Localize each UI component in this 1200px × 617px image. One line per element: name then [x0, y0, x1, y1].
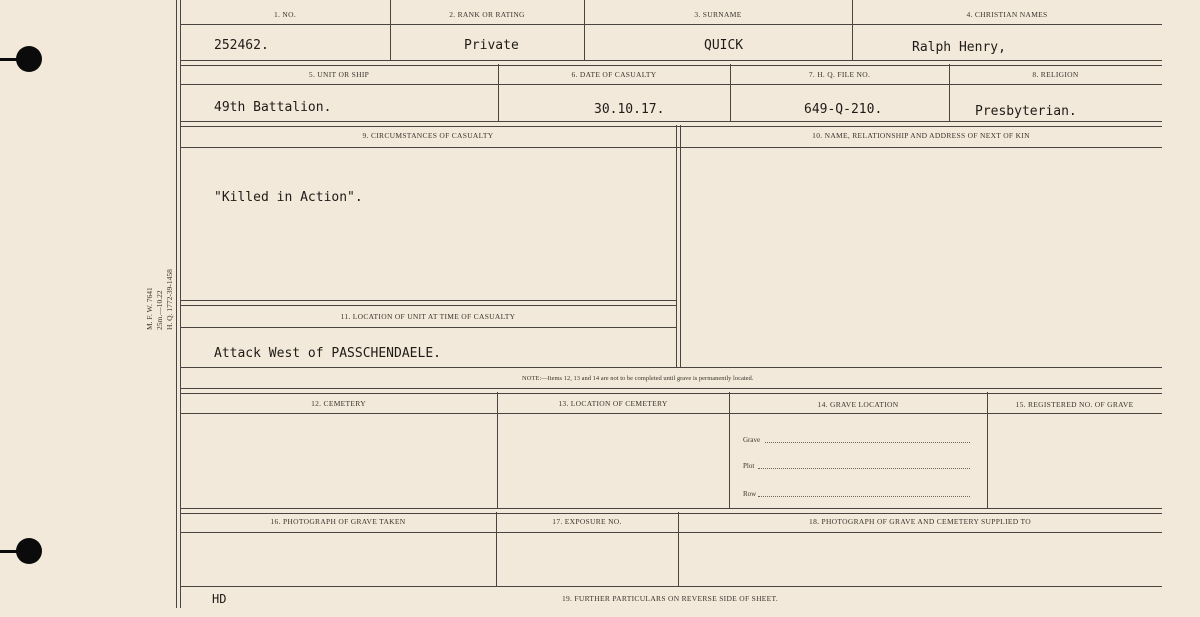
row3-divider	[676, 125, 677, 367]
row1-divider-1	[390, 0, 391, 60]
label-circumstances: 9. CIRCUMSTANCES OF CASUALTY	[362, 131, 494, 140]
value-unit-location: Attack West of PASSCHENDAELE.	[214, 346, 441, 361]
value-file-no: 649-Q-210.	[804, 102, 883, 117]
label-unit: 5. UNIT OR SHIP	[308, 70, 370, 79]
row2-bottom-rule	[180, 121, 1162, 127]
label-cemetery-location: 13. LOCATION OF CEMETERY	[558, 399, 668, 408]
label-cemetery: 12. CEMETERY	[311, 399, 366, 408]
row5-label-rule	[180, 413, 1162, 414]
row2-label-rule	[180, 84, 1162, 85]
row1-divider-3	[852, 0, 853, 60]
row6-label-rule	[180, 532, 1162, 533]
row4-top-rule	[180, 300, 676, 306]
grave-line	[765, 442, 970, 443]
row5-divider-2	[729, 392, 730, 508]
row7-top-rule	[180, 586, 1162, 587]
label-file-no: 7. H. Q. FILE NO.	[808, 70, 871, 79]
left-border	[176, 0, 177, 608]
row5-divider-1	[497, 392, 498, 508]
row3-label-rule	[180, 147, 1162, 148]
note-text: NOTE:—Items 12, 13 and 14 are not to be completed until grave is permanently located.	[522, 375, 754, 382]
row6-top-rule	[180, 508, 1162, 514]
binder-hole-bottom	[16, 538, 42, 564]
plot-label: Plot	[743, 462, 755, 470]
note-bottom-rule	[180, 388, 1162, 394]
label-unit-location: 11. LOCATION OF UNIT AT TIME OF CASUALTY	[340, 312, 516, 321]
row1-divider-2	[584, 0, 585, 60]
label-surname: 3. SURNAME	[694, 10, 742, 19]
note-top-rule	[180, 367, 1162, 368]
value-christian-names: Ralph Henry,	[912, 40, 1006, 55]
label-grave-location: 14. GRAVE LOCATION	[817, 400, 899, 409]
side-print-3: H. Q. 1772-39-1458	[165, 269, 174, 330]
label-next-of-kin: 10. NAME, RELATIONSHIP AND ADDRESS OF NEXT OF KIN	[812, 131, 1030, 140]
value-surname: QUICK	[704, 38, 744, 53]
label-further-particulars: 19. FURTHER PARTICULARS ON REVERSE SIDE OF SHEET.	[561, 594, 779, 603]
label-christian-names: 4. CHRISTIAN NAMES	[966, 10, 1048, 19]
label-religion: 8. RELIGION	[1032, 70, 1079, 79]
row-line	[758, 496, 970, 497]
value-rank: Private	[464, 38, 519, 53]
row4-label-rule	[180, 327, 676, 328]
value-religion: Presbyterian.	[975, 104, 1077, 119]
label-no: 1. NO.	[273, 10, 296, 19]
value-circumstances: "Killed in Action".	[214, 190, 363, 205]
row5-divider-3	[987, 392, 988, 508]
label-date: 6. DATE OF CASUALTY	[571, 70, 657, 79]
value-no: 252462.	[214, 38, 269, 53]
label-photo-supplied: 18. PHOTOGRAPH OF GRAVE AND CEMETERY SUPPLIED TO	[809, 517, 1031, 526]
label-photo-taken: 16. PHOTOGRAPH OF GRAVE TAKEN	[270, 517, 406, 526]
binder-hole-top	[16, 46, 42, 72]
row-label: Row	[743, 490, 757, 498]
label-registered-no: 15. REGISTERED NO. OF GRAVE	[1015, 400, 1134, 409]
row3-divider-b	[680, 125, 681, 367]
side-print-2: 25m.—10.22	[155, 290, 164, 330]
side-print-1: M. F. W. 7641	[145, 287, 154, 330]
label-exposure-no: 17. EXPOSURE NO.	[552, 517, 622, 526]
plot-line	[758, 468, 970, 469]
initials: HD	[212, 592, 227, 606]
row1-bottom-rule	[180, 60, 1162, 66]
row1-label-rule	[180, 24, 1162, 25]
value-date: 30.10.17.	[594, 102, 665, 117]
label-rank: 2. RANK OR RATING	[449, 10, 525, 19]
value-unit: 49th Battalion.	[214, 100, 332, 115]
grave-label: Grave	[743, 436, 761, 444]
